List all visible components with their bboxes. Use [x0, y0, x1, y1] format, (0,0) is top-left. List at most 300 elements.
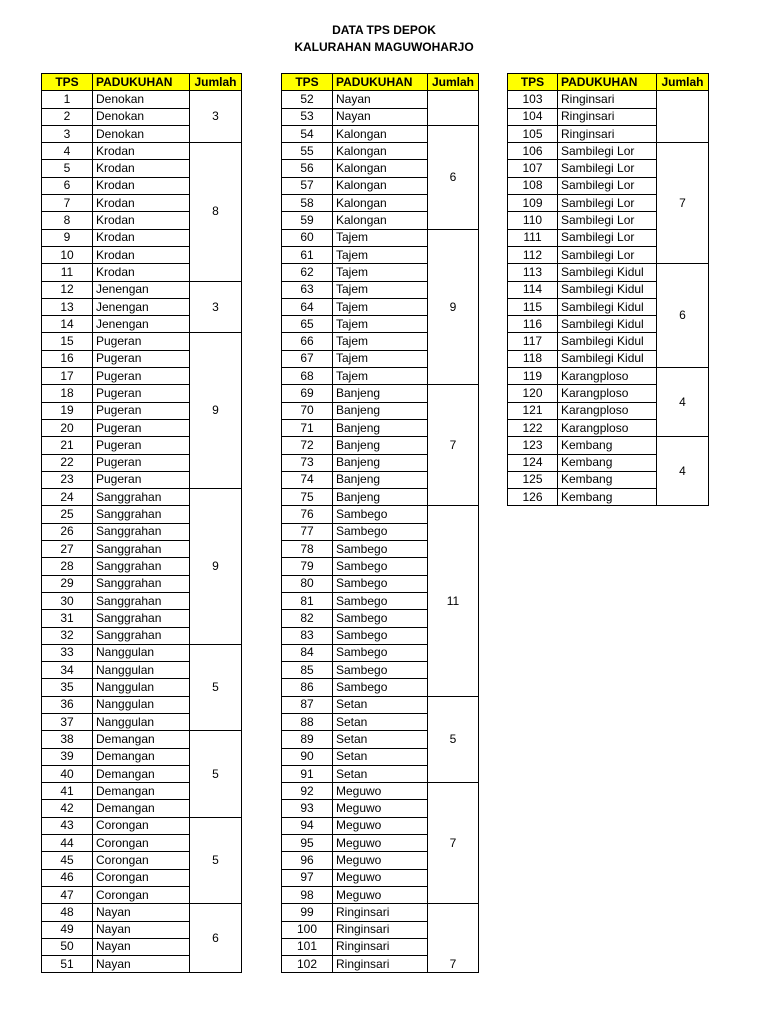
- padukuhan-name-cell: Ringinsari: [333, 904, 428, 921]
- padukuhan-name-cell: Meguwo: [333, 817, 428, 834]
- tps-number-cell: 94: [282, 817, 333, 834]
- header-padukuhan: PADUKUHAN: [93, 74, 190, 91]
- tps-number-cell: 9: [42, 229, 93, 246]
- header-padukuhan: PADUKUHAN: [558, 74, 657, 91]
- tps-number-cell: 57: [282, 177, 333, 194]
- padukuhan-name-cell: Tajem: [333, 229, 428, 246]
- tps-number-cell: 125: [508, 471, 558, 488]
- tps-number-cell: 47: [42, 886, 93, 903]
- tps-number-cell: 107: [508, 160, 558, 177]
- table-row: [282, 904, 479, 921]
- jumlah-cell: 5: [190, 644, 242, 730]
- padukuhan-name-cell: Demangan: [93, 731, 190, 748]
- padukuhan-name-cell: Sambilegi Kidul: [558, 264, 657, 281]
- padukuhan-name-cell: Demangan: [93, 800, 190, 817]
- tps-table-3: [507, 73, 709, 506]
- tps-number-cell: 40: [42, 765, 93, 782]
- padukuhan-name-cell: Krodan: [93, 246, 190, 263]
- padukuhan-name-cell: Sambilegi Kidul: [558, 333, 657, 350]
- jumlah-cell: 5: [190, 817, 242, 903]
- padukuhan-name-cell: Denokan: [93, 125, 190, 142]
- tps-number-cell: 79: [282, 558, 333, 575]
- padukuhan-name-cell: Sanggrahan: [93, 541, 190, 558]
- tps-number-cell: 19: [42, 402, 93, 419]
- tps-number-cell: 66: [282, 333, 333, 350]
- tps-number-cell: 5: [42, 160, 93, 177]
- jumlah-cell: 9: [190, 333, 242, 489]
- padukuhan-name-cell: Nanggulan: [93, 679, 190, 696]
- tps-number-cell: 55: [282, 143, 333, 160]
- padukuhan-name-cell: Kembang: [558, 437, 657, 454]
- tps-number-cell: 95: [282, 835, 333, 852]
- tps-number-cell: 7: [42, 195, 93, 212]
- padukuhan-name-cell: Ringinsari: [558, 108, 657, 125]
- document-title: DATA TPS DEPOK: [332, 23, 436, 37]
- table-header-row: [508, 74, 709, 91]
- tps-number-cell: 116: [508, 316, 558, 333]
- header-jumlah: Jumlah: [190, 74, 242, 91]
- tps-number-cell: 109: [508, 195, 558, 212]
- padukuhan-name-cell: Banjeng: [333, 489, 428, 506]
- padukuhan-name-cell: Tajem: [333, 333, 428, 350]
- padukuhan-name-cell: Tajem: [333, 316, 428, 333]
- padukuhan-name-cell: Sanggrahan: [93, 610, 190, 627]
- tps-number-cell: 104: [508, 108, 558, 125]
- tps-number-cell: 43: [42, 817, 93, 834]
- tps-number-cell: 62: [282, 264, 333, 281]
- padukuhan-name-cell: Meguwo: [333, 783, 428, 800]
- padukuhan-name-cell: Sambego: [333, 523, 428, 540]
- tps-number-cell: 64: [282, 298, 333, 315]
- tps-number-cell: 65: [282, 316, 333, 333]
- padukuhan-name-cell: Sambilegi Lor: [558, 177, 657, 194]
- tps-number-cell: 4: [42, 143, 93, 160]
- table-row: [42, 91, 242, 108]
- tps-number-cell: 123: [508, 437, 558, 454]
- table-row: [282, 506, 479, 523]
- padukuhan-name-cell: Krodan: [93, 229, 190, 246]
- header-tps: TPS: [282, 74, 333, 91]
- tps-number-cell: 73: [282, 454, 333, 471]
- tps-number-cell: 38: [42, 731, 93, 748]
- padukuhan-name-cell: Jenengan: [93, 281, 190, 298]
- header-tps: TPS: [508, 74, 558, 91]
- padukuhan-name-cell: Corongan: [93, 869, 190, 886]
- padukuhan-name-cell: Tajem: [333, 298, 428, 315]
- table-row: [282, 229, 479, 246]
- padukuhan-name-cell: Kalongan: [333, 212, 428, 229]
- tps-number-cell: 74: [282, 471, 333, 488]
- padukuhan-name-cell: Demangan: [93, 783, 190, 800]
- padukuhan-name-cell: Sambilegi Kidul: [558, 350, 657, 367]
- tps-number-cell: 75: [282, 489, 333, 506]
- padukuhan-name-cell: Banjeng: [333, 437, 428, 454]
- tps-number-cell: 84: [282, 644, 333, 661]
- padukuhan-name-cell: Kalongan: [333, 177, 428, 194]
- tps-number-cell: 24: [42, 489, 93, 506]
- padukuhan-name-cell: Ringinsari: [558, 91, 657, 108]
- tps-number-cell: 59: [282, 212, 333, 229]
- tps-number-cell: 103: [508, 91, 558, 108]
- tps-number-cell: 15: [42, 333, 93, 350]
- tps-number-cell: 108: [508, 177, 558, 194]
- padukuhan-name-cell: Krodan: [93, 195, 190, 212]
- tps-number-cell: 28: [42, 558, 93, 575]
- padukuhan-name-cell: Sambego: [333, 610, 428, 627]
- jumlah-cell: 6: [190, 904, 242, 973]
- padukuhan-name-cell: Ringinsari: [333, 938, 428, 955]
- jumlah-cell: 4: [657, 368, 709, 437]
- tps-number-cell: 30: [42, 592, 93, 609]
- tps-number-cell: 121: [508, 402, 558, 419]
- tps-number-cell: 44: [42, 835, 93, 852]
- padukuhan-name-cell: Sanggrahan: [93, 592, 190, 609]
- padukuhan-name-cell: Meguwo: [333, 800, 428, 817]
- padukuhan-name-cell: Meguwo: [333, 852, 428, 869]
- padukuhan-name-cell: Pugeran: [93, 333, 190, 350]
- padukuhan-name-cell: Ringinsari: [558, 125, 657, 142]
- tps-number-cell: 33: [42, 644, 93, 661]
- padukuhan-name-cell: Karangploso: [558, 385, 657, 402]
- padukuhan-name-cell: Meguwo: [333, 835, 428, 852]
- padukuhan-name-cell: Nayan: [93, 938, 190, 955]
- padukuhan-name-cell: Banjeng: [333, 419, 428, 436]
- tps-number-cell: 51: [42, 956, 93, 973]
- padukuhan-name-cell: Pugeran: [93, 402, 190, 419]
- tps-number-cell: 8: [42, 212, 93, 229]
- padukuhan-name-cell: Nayan: [93, 904, 190, 921]
- jumlah-cell: 9: [190, 489, 242, 645]
- padukuhan-name-cell: Pugeran: [93, 419, 190, 436]
- tps-number-cell: 39: [42, 748, 93, 765]
- tps-number-cell: 102: [282, 956, 333, 973]
- tps-number-cell: 11: [42, 264, 93, 281]
- padukuhan-name-cell: Demangan: [93, 765, 190, 782]
- padukuhan-name-cell: Sambego: [333, 558, 428, 575]
- padukuhan-name-cell: Sambego: [333, 506, 428, 523]
- padukuhan-name-cell: Sanggrahan: [93, 575, 190, 592]
- padukuhan-name-cell: Nanggulan: [93, 644, 190, 661]
- padukuhan-name-cell: Nanggulan: [93, 713, 190, 730]
- jumlah-cell: 6: [657, 264, 709, 368]
- tps-number-cell: 6: [42, 177, 93, 194]
- padukuhan-name-cell: Corongan: [93, 817, 190, 834]
- tps-number-cell: 2: [42, 108, 93, 125]
- tps-number-cell: 46: [42, 869, 93, 886]
- padukuhan-name-cell: Banjeng: [333, 454, 428, 471]
- table-row: [508, 91, 709, 108]
- padukuhan-name-cell: Sambilegi Lor: [558, 195, 657, 212]
- tps-number-cell: 89: [282, 731, 333, 748]
- tps-number-cell: 54: [282, 125, 333, 142]
- padukuhan-name-cell: Karangploso: [558, 368, 657, 385]
- tps-number-cell: 13: [42, 298, 93, 315]
- tps-number-cell: 26: [42, 523, 93, 540]
- tps-number-cell: 14: [42, 316, 93, 333]
- jumlah-cell: 7: [428, 385, 479, 506]
- padukuhan-name-cell: Sambilegi Lor: [558, 143, 657, 160]
- tps-number-cell: 124: [508, 454, 558, 471]
- tps-number-cell: 72: [282, 437, 333, 454]
- tps-table-2: [281, 73, 479, 973]
- padukuhan-name-cell: Banjeng: [333, 402, 428, 419]
- padukuhan-name-cell: Nayan: [333, 91, 428, 108]
- table-row: [282, 91, 479, 108]
- jumlah-cell: 3: [190, 91, 242, 143]
- tps-number-cell: 71: [282, 419, 333, 436]
- header-jumlah: Jumlah: [657, 74, 709, 91]
- padukuhan-name-cell: Demangan: [93, 748, 190, 765]
- padukuhan-name-cell: Tajem: [333, 281, 428, 298]
- padukuhan-name-cell: Kalongan: [333, 160, 428, 177]
- padukuhan-name-cell: Pugeran: [93, 385, 190, 402]
- padukuhan-name-cell: Sanggrahan: [93, 523, 190, 540]
- tps-number-cell: 48: [42, 904, 93, 921]
- table-row: [42, 731, 242, 748]
- tps-number-cell: 70: [282, 402, 333, 419]
- tps-number-cell: 52: [282, 91, 333, 108]
- table-row: [42, 489, 242, 506]
- padukuhan-name-cell: Sanggrahan: [93, 489, 190, 506]
- padukuhan-name-cell: Setan: [333, 696, 428, 713]
- padukuhan-name-cell: Sambego: [333, 592, 428, 609]
- tps-number-cell: 122: [508, 419, 558, 436]
- tps-number-cell: 115: [508, 298, 558, 315]
- table-row: [42, 817, 242, 834]
- padukuhan-name-cell: Sambego: [333, 662, 428, 679]
- padukuhan-name-cell: Meguwo: [333, 886, 428, 903]
- jumlah-cell: 7: [428, 904, 479, 973]
- padukuhan-name-cell: Pugeran: [93, 437, 190, 454]
- tps-number-cell: 76: [282, 506, 333, 523]
- table-row: [42, 143, 242, 160]
- padukuhan-name-cell: Corongan: [93, 852, 190, 869]
- padukuhan-name-cell: Sambego: [333, 627, 428, 644]
- tps-number-cell: 12: [42, 281, 93, 298]
- tps-number-cell: 82: [282, 610, 333, 627]
- tps-number-cell: 25: [42, 506, 93, 523]
- padukuhan-name-cell: Sambilegi Kidul: [558, 298, 657, 315]
- padukuhan-name-cell: Nayan: [333, 108, 428, 125]
- tps-number-cell: 100: [282, 921, 333, 938]
- jumlah-cell: [428, 91, 479, 126]
- padukuhan-name-cell: Kembang: [558, 471, 657, 488]
- tps-number-cell: 119: [508, 368, 558, 385]
- tps-number-cell: 58: [282, 195, 333, 212]
- table-row: [508, 143, 709, 160]
- tps-number-cell: 50: [42, 938, 93, 955]
- padukuhan-name-cell: Krodan: [93, 160, 190, 177]
- padukuhan-name-cell: Sambego: [333, 541, 428, 558]
- tps-number-cell: 27: [42, 541, 93, 558]
- header-padukuhan: PADUKUHAN: [333, 74, 428, 91]
- tps-number-cell: 68: [282, 368, 333, 385]
- tps-number-cell: 49: [42, 921, 93, 938]
- padukuhan-name-cell: Krodan: [93, 264, 190, 281]
- tps-number-cell: 105: [508, 125, 558, 142]
- tps-number-cell: 77: [282, 523, 333, 540]
- padukuhan-name-cell: Jenengan: [93, 298, 190, 315]
- tps-number-cell: 53: [282, 108, 333, 125]
- tps-number-cell: 97: [282, 869, 333, 886]
- tps-number-cell: 18: [42, 385, 93, 402]
- tps-number-cell: 118: [508, 350, 558, 367]
- padukuhan-name-cell: Pugeran: [93, 454, 190, 471]
- tps-number-cell: 10: [42, 246, 93, 263]
- tps-number-cell: 36: [42, 696, 93, 713]
- tps-number-cell: 117: [508, 333, 558, 350]
- padukuhan-name-cell: Sambilegi Lor: [558, 246, 657, 263]
- padukuhan-name-cell: Kembang: [558, 489, 657, 506]
- padukuhan-name-cell: Sambego: [333, 644, 428, 661]
- tps-number-cell: 34: [42, 662, 93, 679]
- padukuhan-name-cell: Jenengan: [93, 316, 190, 333]
- padukuhan-name-cell: Nanggulan: [93, 662, 190, 679]
- table-row: [282, 783, 479, 800]
- tps-number-cell: 91: [282, 765, 333, 782]
- jumlah-cell: 7: [657, 143, 709, 264]
- padukuhan-name-cell: Tajem: [333, 368, 428, 385]
- tps-number-cell: 112: [508, 246, 558, 263]
- tps-number-cell: 87: [282, 696, 333, 713]
- tps-number-cell: 3: [42, 125, 93, 142]
- padukuhan-name-cell: Sambilegi Kidul: [558, 316, 657, 333]
- padukuhan-name-cell: Ringinsari: [333, 921, 428, 938]
- tps-number-cell: 85: [282, 662, 333, 679]
- padukuhan-name-cell: Setan: [333, 731, 428, 748]
- tps-number-cell: 101: [282, 938, 333, 955]
- padukuhan-name-cell: Krodan: [93, 177, 190, 194]
- tps-number-cell: 29: [42, 575, 93, 592]
- padukuhan-name-cell: Kalongan: [333, 125, 428, 142]
- tps-number-cell: 93: [282, 800, 333, 817]
- table-header-row: [282, 74, 479, 91]
- tps-number-cell: 23: [42, 471, 93, 488]
- padukuhan-name-cell: Setan: [333, 765, 428, 782]
- padukuhan-name-cell: Meguwo: [333, 869, 428, 886]
- tps-number-cell: 90: [282, 748, 333, 765]
- tps-number-cell: 120: [508, 385, 558, 402]
- tps-number-cell: 98: [282, 886, 333, 903]
- tps-number-cell: 32: [42, 627, 93, 644]
- padukuhan-name-cell: Tajem: [333, 264, 428, 281]
- tps-number-cell: 22: [42, 454, 93, 471]
- jumlah-cell: 9: [428, 229, 479, 385]
- padukuhan-name-cell: Denokan: [93, 108, 190, 125]
- tps-number-cell: 17: [42, 368, 93, 385]
- jumlah-cell: 3: [190, 281, 242, 333]
- table-row: [508, 437, 709, 454]
- padukuhan-name-cell: Setan: [333, 748, 428, 765]
- jumlah-cell: 5: [190, 731, 242, 817]
- header-tps: TPS: [42, 74, 93, 91]
- padukuhan-name-cell: Ringinsari: [333, 956, 428, 973]
- padukuhan-name-cell: Banjeng: [333, 471, 428, 488]
- padukuhan-name-cell: Sambilegi Lor: [558, 229, 657, 246]
- tps-number-cell: 83: [282, 627, 333, 644]
- padukuhan-name-cell: Nayan: [93, 956, 190, 973]
- header-jumlah: Jumlah: [428, 74, 479, 91]
- padukuhan-name-cell: Nanggulan: [93, 696, 190, 713]
- document-subtitle: KALURAHAN MAGUWOHARJO: [294, 40, 474, 54]
- padukuhan-name-cell: Tajem: [333, 246, 428, 263]
- padukuhan-name-cell: Banjeng: [333, 385, 428, 402]
- tps-number-cell: 31: [42, 610, 93, 627]
- tps-number-cell: 61: [282, 246, 333, 263]
- padukuhan-name-cell: Krodan: [93, 143, 190, 160]
- jumlah-cell: 8: [190, 143, 242, 281]
- padukuhan-name-cell: Corongan: [93, 835, 190, 852]
- tps-number-cell: 86: [282, 679, 333, 696]
- padukuhan-name-cell: Pugeran: [93, 471, 190, 488]
- padukuhan-name-cell: Krodan: [93, 212, 190, 229]
- table-row: [42, 904, 242, 921]
- table-header-row: [42, 74, 242, 91]
- tps-number-cell: 99: [282, 904, 333, 921]
- tps-number-cell: 45: [42, 852, 93, 869]
- tps-number-cell: 80: [282, 575, 333, 592]
- table-row: [42, 644, 242, 661]
- tps-number-cell: 113: [508, 264, 558, 281]
- padukuhan-name-cell: Sambego: [333, 575, 428, 592]
- tps-number-cell: 69: [282, 385, 333, 402]
- padukuhan-name-cell: Sanggrahan: [93, 627, 190, 644]
- padukuhan-name-cell: Sambego: [333, 679, 428, 696]
- tps-number-cell: 60: [282, 229, 333, 246]
- tps-number-cell: 106: [508, 143, 558, 160]
- tps-number-cell: 16: [42, 350, 93, 367]
- tps-number-cell: 56: [282, 160, 333, 177]
- tps-number-cell: 1: [42, 91, 93, 108]
- padukuhan-name-cell: Nayan: [93, 921, 190, 938]
- jumlah-cell: 7: [428, 783, 479, 904]
- padukuhan-name-cell: Sambilegi Lor: [558, 212, 657, 229]
- tps-number-cell: 126: [508, 489, 558, 506]
- table-row: [282, 385, 479, 402]
- padukuhan-name-cell: Pugeran: [93, 350, 190, 367]
- tps-number-cell: 110: [508, 212, 558, 229]
- tps-number-cell: 20: [42, 419, 93, 436]
- tps-number-cell: 37: [42, 713, 93, 730]
- padukuhan-name-cell: Kalongan: [333, 195, 428, 212]
- tps-number-cell: 114: [508, 281, 558, 298]
- table-row: [42, 281, 242, 298]
- padukuhan-name-cell: Tajem: [333, 350, 428, 367]
- tps-number-cell: 42: [42, 800, 93, 817]
- padukuhan-name-cell: Sambilegi Lor: [558, 160, 657, 177]
- padukuhan-name-cell: Sanggrahan: [93, 558, 190, 575]
- padukuhan-name-cell: Karangploso: [558, 402, 657, 419]
- tps-number-cell: 111: [508, 229, 558, 246]
- tps-table-1: [41, 73, 242, 973]
- padukuhan-name-cell: Pugeran: [93, 368, 190, 385]
- tps-number-cell: 96: [282, 852, 333, 869]
- tps-number-cell: 63: [282, 281, 333, 298]
- padukuhan-name-cell: Setan: [333, 713, 428, 730]
- tps-number-cell: 21: [42, 437, 93, 454]
- jumlah-cell: 5: [428, 696, 479, 782]
- tps-number-cell: 92: [282, 783, 333, 800]
- tps-number-cell: 88: [282, 713, 333, 730]
- tps-number-cell: 41: [42, 783, 93, 800]
- jumlah-cell: 4: [657, 437, 709, 506]
- jumlah-cell: 11: [428, 506, 479, 696]
- table-row: [508, 368, 709, 385]
- table-row: [282, 125, 479, 142]
- padukuhan-name-cell: Denokan: [93, 91, 190, 108]
- padukuhan-name-cell: Sanggrahan: [93, 506, 190, 523]
- padukuhan-name-cell: Kalongan: [333, 143, 428, 160]
